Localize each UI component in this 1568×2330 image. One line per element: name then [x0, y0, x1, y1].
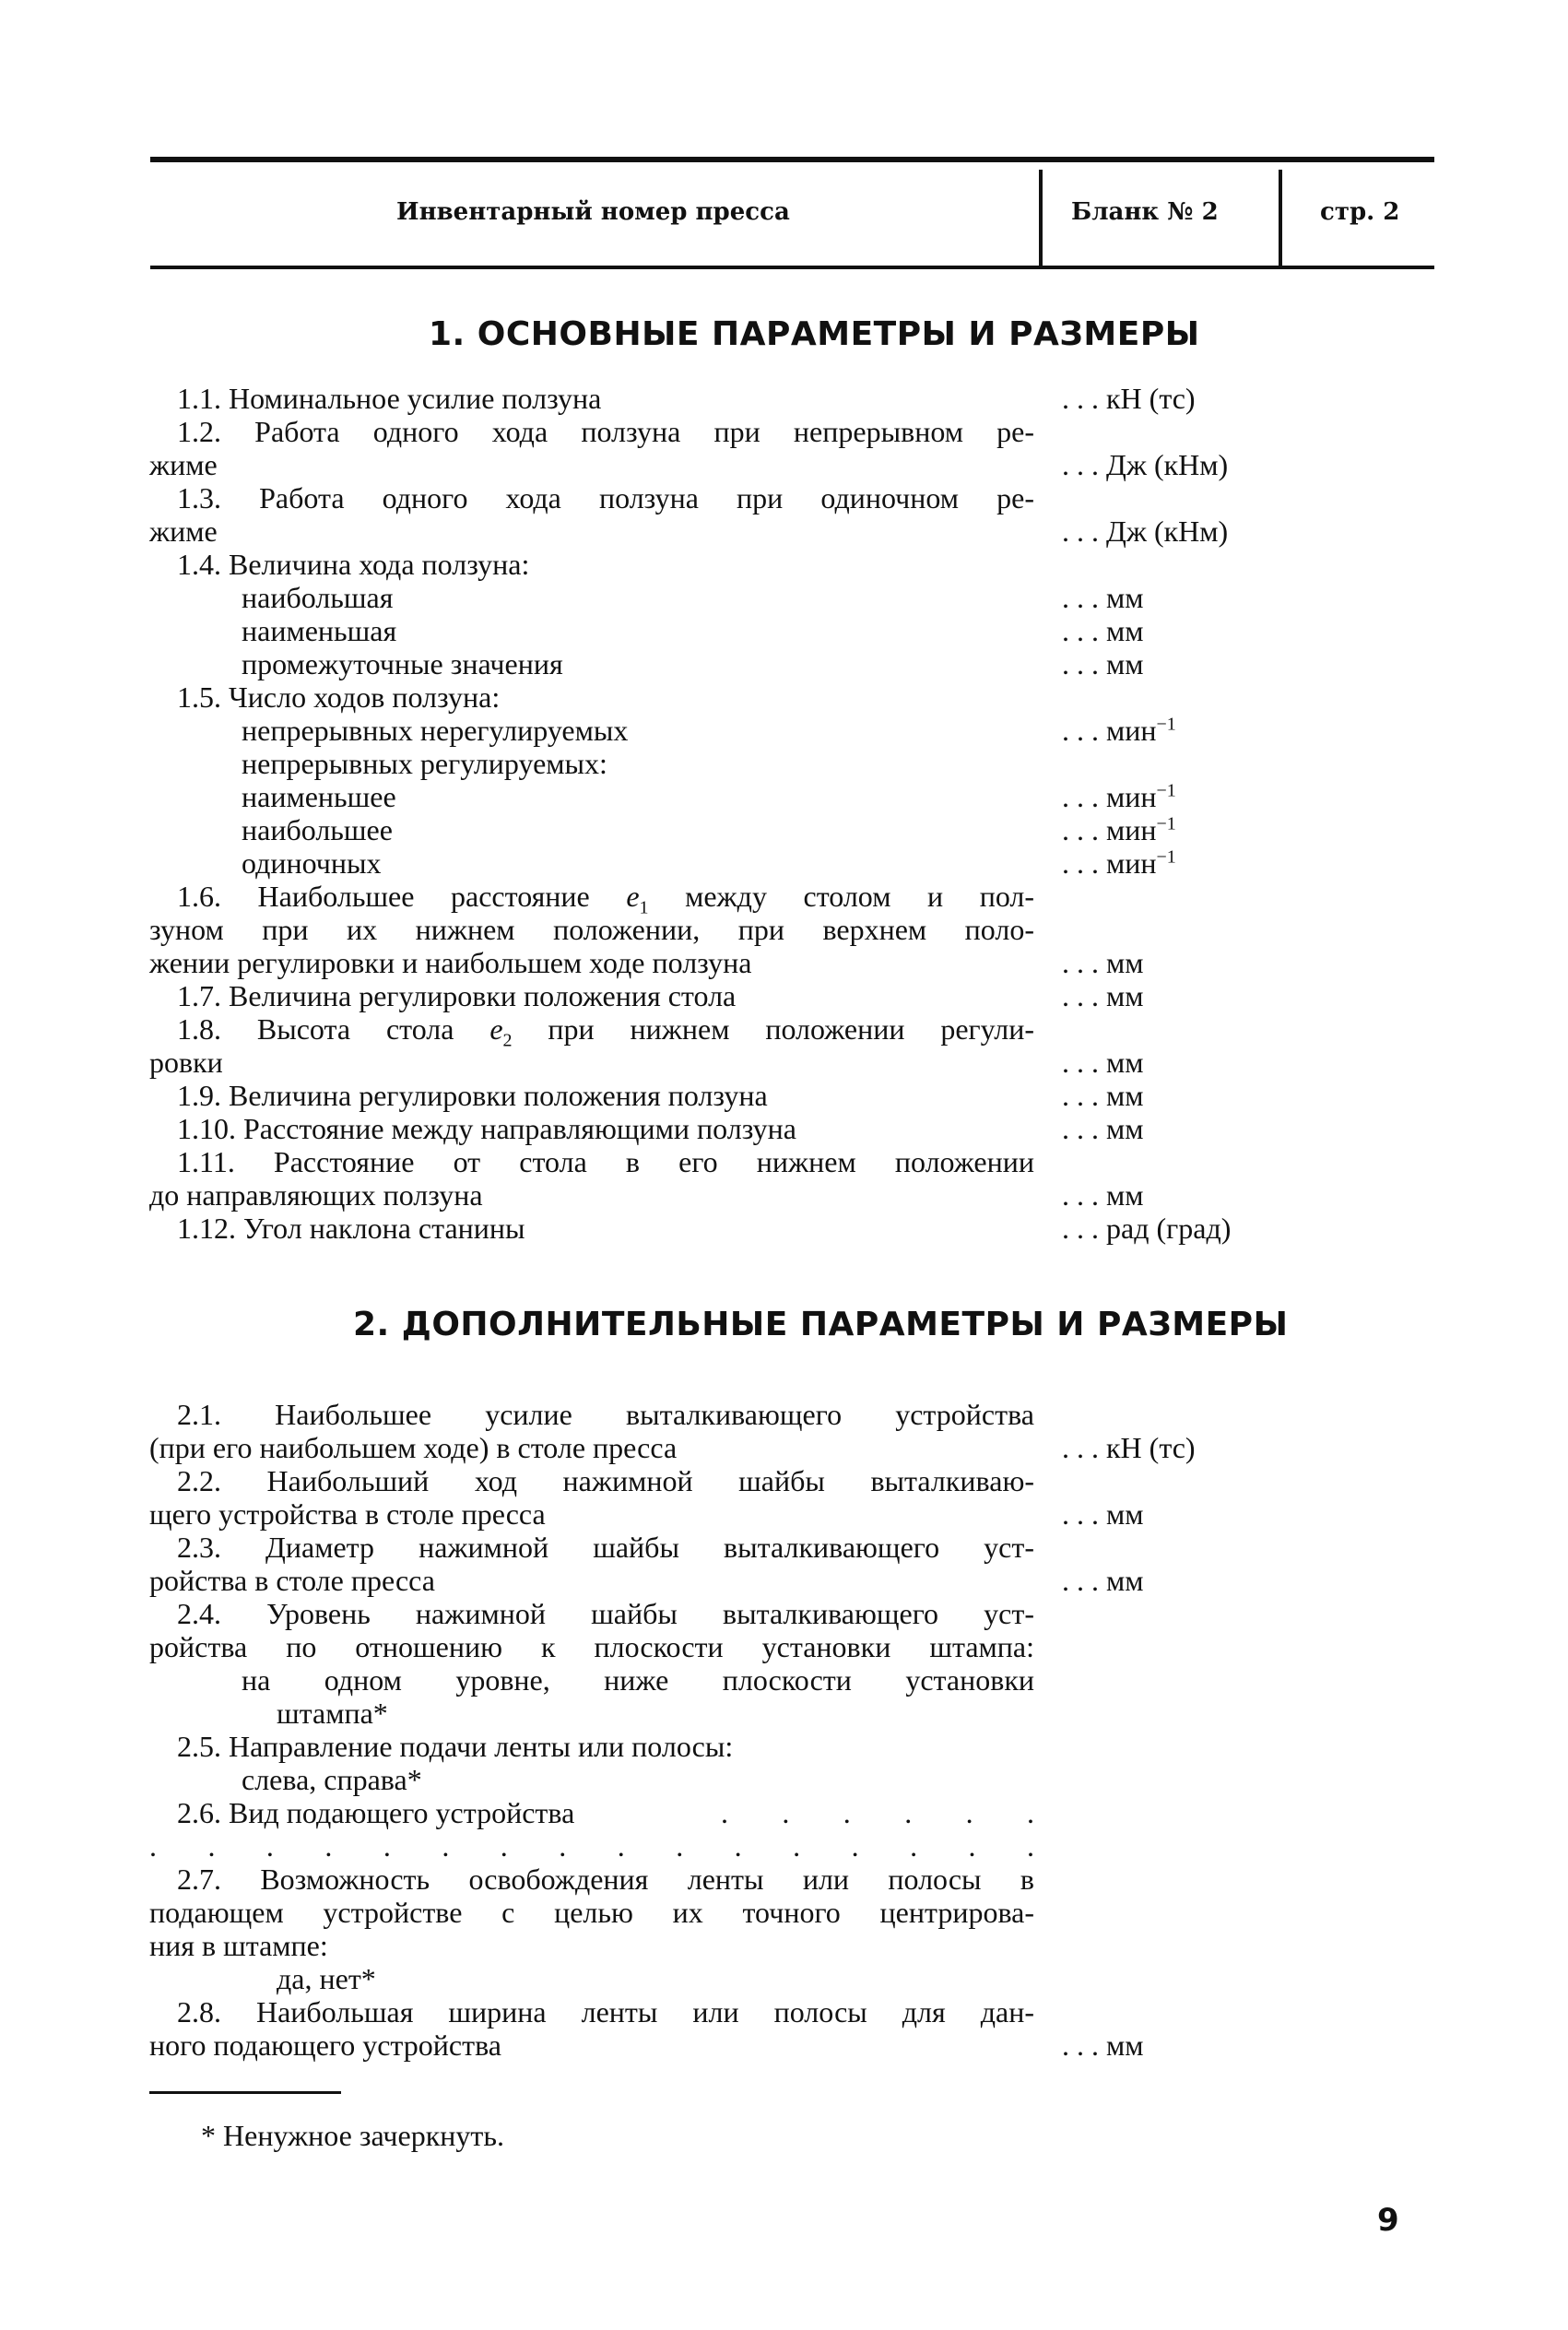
item-1-11-value: . . . мм	[1062, 1178, 1144, 1212]
page-label: стр. 2	[1320, 198, 1400, 226]
footnote-rule	[149, 2091, 341, 2094]
item-1-8: 1.8. Высота стола $e_2$ при нижнем положении регули-	[177, 1012, 1035, 1051]
item-1-6-cont-1: зуном при их нижнем положении, при верхнем поло-	[149, 913, 1034, 946]
item-2-8: 2.8. Наибольшая ширина ленты или полосы для дан-	[177, 1995, 1034, 2028]
item-1-6: 1.6. Наибольшее расстояние $e_1$ между столом и пол-	[177, 880, 1035, 918]
item-1-4-max: наибольшая	[242, 581, 394, 614]
item-1-4-intermediate: промежуточные значения	[242, 647, 563, 680]
header-top-rule	[150, 157, 1434, 162]
item-2-7-cont-2: ния в штампе:	[149, 1929, 328, 1962]
item-2-3-cont: ройства в столе пресса	[149, 1564, 435, 1597]
item-1-5-max: наибольшее	[242, 813, 393, 846]
item-1-9-value: . . . мм	[1062, 1079, 1144, 1112]
item-2-6: 2.6. Вид подающего устройства	[177, 1796, 575, 1829]
item-1-5-continuous-fixed-value: . . . мин$^{-1}$	[1062, 714, 1176, 747]
inventory-number-label: Инвентарный номер пресса	[396, 198, 790, 226]
form-number-label: Бланк № 2	[1071, 198, 1219, 226]
item-2-7-options: да, нет*	[277, 1962, 376, 1995]
item-1-5-min: наименьшее	[242, 780, 396, 813]
item-1-12-value: . . . рад (град)	[1062, 1212, 1232, 1245]
item-1-3-value: . . . Дж (кНм)	[1062, 514, 1229, 548]
item-2-5-options: слева, справа*	[242, 1763, 422, 1796]
item-2-2-value: . . . мм	[1062, 1497, 1144, 1531]
header-bottom-rule	[150, 266, 1434, 269]
item-1-11: 1.11. Расстояние от стола в его нижнем положении	[177, 1145, 1034, 1178]
item-1-2: 1.2. Работа одного хода ползуна при непрерывном ре-	[177, 415, 1034, 448]
section-2-title: 2. ДОПОЛНИТЕЛЬНЫЕ ПАРАМЕТРЫ И РАЗМЕРЫ	[353, 1306, 1289, 1343]
item-2-7: 2.7. Возможность освобождения ленты или полосы в	[177, 1863, 1034, 1896]
item-2-4-options-cont: штампа*	[277, 1697, 388, 1730]
item-1-5-single: одиночных	[242, 846, 382, 880]
item-1-2-value: . . . Дж (кНм)	[1062, 448, 1229, 481]
item-1-5-continuous-fixed: непрерывных нерегулируемых	[242, 714, 629, 747]
item-1-5-max-value: . . . мин$^{-1}$	[1062, 813, 1176, 846]
item-1-5-min-value: . . . мин$^{-1}$	[1062, 780, 1176, 813]
item-2-5: 2.5. Направление подачи ленты или полосы:	[177, 1730, 734, 1763]
item-2-8-cont: ного подающего устройства	[149, 2028, 501, 2062]
item-1-6-value: . . . мм	[1062, 946, 1144, 979]
item-2-2: 2.2. Наибольший ход нажимной шайбы выталкиваю-	[177, 1464, 1034, 1497]
item-1-7-value: . . . мм	[1062, 979, 1144, 1012]
item-2-7-cont-1: подающем устройстве с целью их точного центрирова-	[149, 1896, 1034, 1929]
page-number: 9	[1377, 2202, 1399, 2239]
item-2-3-value: . . . мм	[1062, 1564, 1144, 1597]
item-2-4-cont-1: ройства по отношению к плоскости установки штампа:	[149, 1630, 1034, 1663]
item-2-1-cont: (при его наибольшем ходе) в столе пресса	[149, 1431, 678, 1464]
item-2-1-value: . . . кН (тс)	[1062, 1431, 1196, 1464]
item-1-1: 1.1. Номинальное усилие ползуна	[177, 382, 602, 415]
item-2-6-blank: . . . . . . . . . . . . . . . .	[149, 1829, 1034, 1863]
item-2-4: 2.4. Уровень нажимной шайбы выталкивающего уст-	[177, 1597, 1034, 1630]
item-1-4-intermediate-value: . . . мм	[1062, 647, 1144, 680]
section-1-title: 1. ОСНОВНЫЕ ПАРАМЕТРЫ И РАЗМЕРЫ	[429, 315, 1200, 353]
item-1-10: 1.10. Расстояние между направляющими ползуна	[177, 1112, 796, 1145]
item-1-8-cont: ровки	[149, 1046, 223, 1079]
item-1-4-min-value: . . . мм	[1062, 614, 1144, 647]
item-1-3: 1.3. Работа одного хода ползуна при одиночном ре-	[177, 481, 1034, 514]
item-1-1-value: . . . кН (тс)	[1062, 382, 1196, 415]
header-separator	[1039, 170, 1043, 266]
item-1-10-value: . . . мм	[1062, 1112, 1144, 1145]
item-1-12: 1.12. Угол наклона станины	[177, 1212, 525, 1245]
item-1-4-max-value: . . . мм	[1062, 581, 1144, 614]
item-1-7: 1.7. Величина регулировки положения стола	[177, 979, 737, 1012]
item-2-3: 2.3. Диаметр нажимной шайбы выталкивающего уст-	[177, 1531, 1034, 1564]
item-1-9: 1.9. Величина регулировки положения ползуна	[177, 1079, 768, 1112]
item-2-4-options: на одном уровне, ниже плоскости установки	[242, 1663, 1034, 1697]
item-1-3-cont: жиме	[149, 514, 218, 548]
item-1-5: 1.5. Число ходов ползуна:	[177, 680, 501, 714]
header-separator	[1279, 170, 1282, 266]
footnote: * Ненужное зачеркнуть.	[201, 2119, 504, 2152]
item-2-8-value: . . . мм	[1062, 2028, 1144, 2062]
item-1-11-cont: до направляющих ползуна	[149, 1178, 483, 1212]
item-1-2-cont: жиме	[149, 448, 218, 481]
item-1-6-cont-2: жении регулировки и наибольшем ходе ползуна	[149, 946, 752, 979]
item-1-5-single-value: . . . мин$^{-1}$	[1062, 846, 1176, 880]
item-2-6-leader: . . . . . .	[721, 1796, 1034, 1829]
item-1-4: 1.4. Величина хода ползуна:	[177, 548, 530, 581]
item-1-5-continuous-adjustable: непрерывных регулируемых:	[242, 747, 607, 780]
item-1-4-min: наименьшая	[242, 614, 397, 647]
item-2-2-cont: щего устройства в столе пресса	[149, 1497, 546, 1531]
item-2-1: 2.1. Наибольшее усилие выталкивающего устройства	[177, 1398, 1034, 1431]
item-1-8-value: . . . мм	[1062, 1046, 1144, 1079]
